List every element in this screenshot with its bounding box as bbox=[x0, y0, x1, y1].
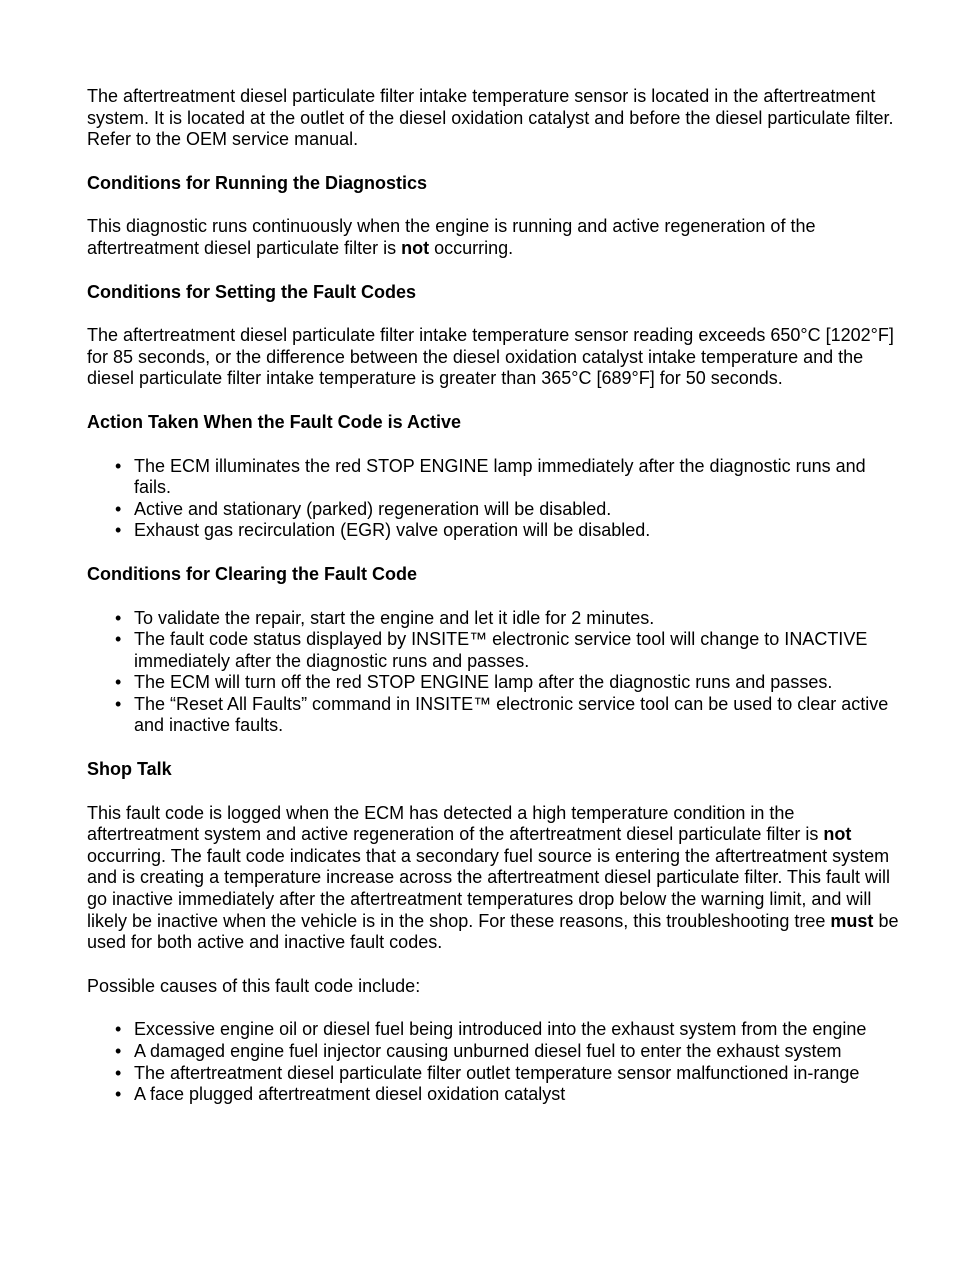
shop-talk-heading: Shop Talk bbox=[87, 759, 172, 780]
shop-talk-paragraph bbox=[87, 803, 899, 954]
list-item-text: The ECM illuminates the red STOP ENGINE lamp immediately after the diagnostic runs and fails. bbox=[134, 455, 866, 498]
list-item-text: Excessive engine oil or diesel fuel being introduced into the exhaust system from the engine bbox=[134, 1019, 867, 1040]
list-item-text: A face plugged aftertreatment diesel oxidation catalyst bbox=[134, 1084, 566, 1105]
clearing-heading: Conditions for Clearing the Fault Code bbox=[87, 563, 417, 584]
bullet-icon: • bbox=[115, 498, 122, 519]
running-text-after: occurring. bbox=[429, 237, 514, 258]
bullet-icon: • bbox=[115, 520, 122, 541]
action-list bbox=[87, 456, 899, 542]
list-item bbox=[115, 693, 899, 737]
list-item-text: The aftertreatment diesel particulate filter outlet temperature sensor malfunctioned in-range bbox=[134, 1062, 860, 1083]
bullet-icon: • bbox=[115, 1041, 122, 1061]
running-paragraph bbox=[87, 216, 899, 259]
list-item bbox=[115, 629, 899, 672]
list-item bbox=[115, 455, 899, 499]
list-item-text: To validate the repair, start the engine and let it idle for 2 minutes. bbox=[134, 607, 655, 628]
shop-talk-part3: be used for both active and inactive fault codes. bbox=[87, 910, 899, 953]
shop-talk-emphasis-must: must bbox=[830, 910, 874, 931]
list-item-text: Active and stationary (parked) regeneration will be disabled. bbox=[134, 498, 612, 519]
running-heading: Conditions for Running the Diagnostics bbox=[87, 172, 427, 193]
list-item-text: Exhaust gas recirculation (EGR) valve operation will be disabled. bbox=[134, 520, 651, 541]
list-item bbox=[115, 672, 899, 694]
clearing-list bbox=[87, 608, 899, 738]
bullet-icon: • bbox=[115, 629, 122, 650]
list-item-text: A damaged engine fuel injector causing unburned diesel fuel to enter the exhaust system bbox=[134, 1041, 842, 1061]
shop-talk-emphasis-not: not bbox=[823, 824, 852, 845]
list-item bbox=[115, 498, 899, 521]
list-item bbox=[115, 1062, 899, 1085]
bullet-icon: • bbox=[115, 1062, 122, 1083]
list-item bbox=[115, 1084, 899, 1106]
list-item-text: The fault code status displayed by INSITE™ electronic service tool will change to INACTIVE immediately after the diagnostic runs and passes. bbox=[134, 629, 868, 671]
bullet-icon: • bbox=[115, 455, 122, 476]
list-item bbox=[115, 520, 899, 542]
setting-heading: Conditions for Setting the Fault Codes bbox=[87, 281, 416, 302]
bullet-icon: • bbox=[115, 693, 122, 714]
list-item-text: The ECM will turn off the red STOP ENGINE lamp after the diagnostic runs and passes. bbox=[134, 672, 833, 693]
bullet-icon: • bbox=[115, 1084, 122, 1105]
causes-list bbox=[87, 1019, 899, 1105]
document-page bbox=[87, 86, 899, 1128]
action-heading: Action Taken When the Fault Code is Active bbox=[87, 411, 462, 432]
intro-paragraph: The aftertreatment diesel particulate filter intake temperature sensor is located in the aftertreatment system. It is located at the outlet of the diesel oxidation catalyst and before the diesel particulate filter. Refer to the OEM service manual. bbox=[87, 86, 894, 150]
running-emphasis: not bbox=[401, 237, 430, 258]
list-item bbox=[115, 1019, 899, 1041]
bullet-icon: • bbox=[115, 1019, 122, 1040]
shop-talk-part2: occurring. The fault code indicates that a secondary fuel source is entering the aftertreatment system and is creating a temperature increase across the aftertreatment diesel particulate filter. This fault will go inactive immediately after the aftertreatment temperatures drop below the warning limit, and will likely be inactive when the vehicle is in the shop. For these reasons, this troubleshooting tree bbox=[87, 845, 891, 931]
setting-paragraph: The aftertreatment diesel particulate filter intake temperature sensor reading exceeds 650°C [1202°F] for 85 seconds, or the difference between the diesel oxidation catalyst intake temperature and the diesel particulate filter intake temperature is greater than 365°C [689°F] for 50 seconds. bbox=[87, 325, 894, 389]
causes-intro: Possible causes of this fault code include: bbox=[87, 975, 421, 996]
shop-talk-part1: This fault code is logged when the ECM has detected a high temperature condition in the aftertreatment system and active regeneration of the aftertreatment diesel particulate filter is bbox=[87, 802, 824, 845]
list-item-text: The “Reset All Faults” command in INSITE™ electronic service tool can be used to clear active and inactive faults. bbox=[134, 693, 889, 736]
bullet-icon: • bbox=[115, 672, 122, 693]
list-item bbox=[115, 1041, 899, 1063]
list-item bbox=[115, 607, 899, 630]
bullet-icon: • bbox=[115, 607, 122, 628]
running-text-before: This diagnostic runs continuously when the engine is running and active regeneration of the aftertreatment diesel particulate filter is bbox=[87, 216, 816, 258]
